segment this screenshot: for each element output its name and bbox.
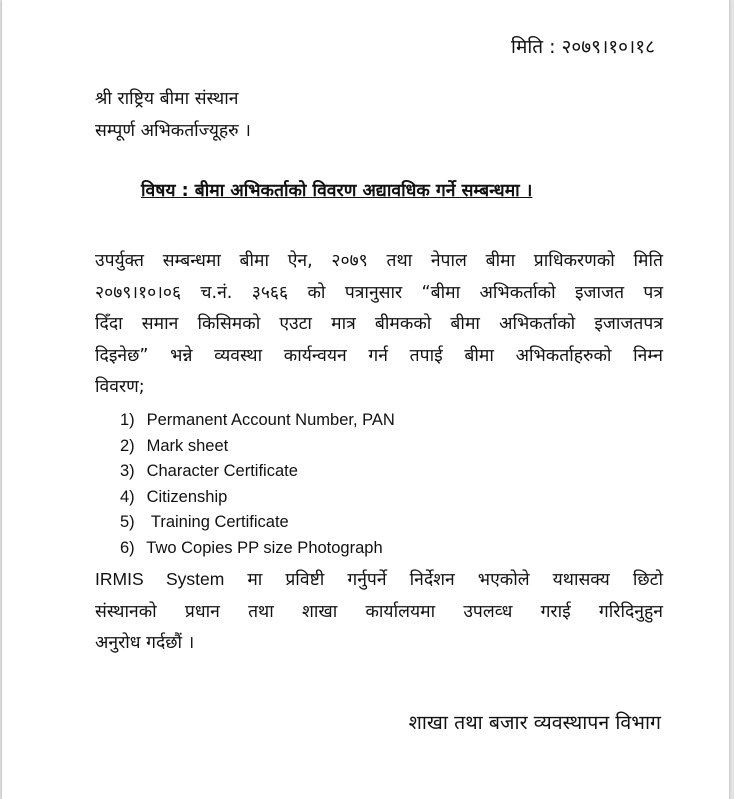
paragraph-1-line-1: उपर्युक्त सम्बन्धमा बीमा ऐन, २०७९ तथा नेपाल बीमा प्राधिकरणको मिति bbox=[95, 251, 663, 271]
paragraph-1-line-2: २०७९।१०।०६ च.नं. ३५६६ को पत्रानुसार “बीमा अभिकर्ताको इजाजत पत्र bbox=[95, 282, 663, 303]
list-item-label: Two Copies PP size Photograph bbox=[146, 538, 383, 557]
list-item bbox=[120, 434, 395, 460]
paragraph-1-line-4: दिइनेछ” भन्ने व्यवस्था कार्यन्वयन गर्न तपाई बीमा अभिकर्ताहरुको निम्न bbox=[95, 345, 663, 366]
list-item-label: Mark sheet bbox=[146, 436, 229, 455]
irmis-system-text: IRMIS System bbox=[95, 569, 225, 589]
list-item-number: 4) bbox=[120, 487, 135, 506]
recipient-line-2: सम्पूर्ण अभिकर्ताज्यूहरु । bbox=[95, 121, 251, 141]
paragraph-2-line-1-rest: मा प्रविष्टी गर्नुपर्ने निर्देशन भएकोले यथासक्य छिटो bbox=[224, 570, 664, 590]
list-item-label: Character Certificate bbox=[146, 462, 298, 480]
list-item-label: Citizenship bbox=[146, 487, 228, 506]
letter-page bbox=[2, 0, 729, 799]
list-item bbox=[120, 485, 395, 511]
list-item-number: 2) bbox=[120, 436, 135, 455]
required-documents-list bbox=[120, 408, 395, 561]
recipient-block bbox=[95, 83, 251, 147]
signature-department: शाखा तथा बजार व्यवस्थापन विभाग bbox=[408, 711, 661, 734]
list-item-number: 3) bbox=[120, 462, 135, 480]
list-item-number: 1) bbox=[120, 411, 135, 429]
body-paragraph-2 bbox=[95, 564, 663, 660]
list-item-number: 5) bbox=[120, 513, 135, 531]
list-item-number: 6) bbox=[120, 538, 135, 557]
letter-subject: विषय : बीमा अभिकर्ताको विवरण अद्यावधिक गर्ने सम्बन्धमा । bbox=[141, 181, 533, 201]
list-item bbox=[120, 459, 395, 485]
body-paragraph-1 bbox=[95, 246, 663, 404]
paragraph-2-line-3: अनुरोध गर्दछौं । bbox=[95, 633, 195, 653]
list-item bbox=[120, 510, 395, 536]
recipient-line-1: श्री राष्ट्रिय बीमा संस्थान bbox=[95, 89, 239, 109]
paragraph-2-line-1 bbox=[95, 564, 663, 597]
paragraph-1-line-5: विवरण; bbox=[95, 377, 145, 397]
letter-date: मिति : २०७९।१०।१८ bbox=[511, 36, 655, 58]
list-item bbox=[120, 536, 395, 562]
list-item bbox=[120, 408, 395, 434]
list-item-label: Training Certificate bbox=[146, 513, 289, 531]
paragraph-2-line-2: संस्थानको प्रधान तथा शाखा कार्यालयमा उपलव्ध गराई गरिदिनुहुन bbox=[95, 601, 663, 622]
list-item-label: Permanent Account Number, PAN bbox=[146, 411, 395, 429]
paragraph-1-line-3: दिँदा समान किसिमको एउटा मात्र बीमकको बीमा अभिकर्ताको इजाजतपत्र bbox=[95, 314, 663, 334]
